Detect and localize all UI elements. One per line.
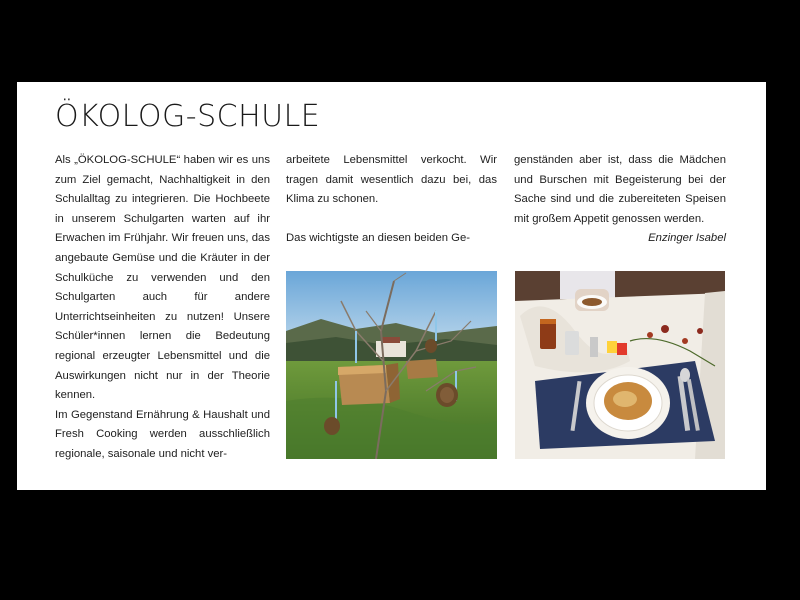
text-column-1 bbox=[55, 151, 270, 465]
text-column-3 bbox=[514, 151, 726, 249]
magazine-page bbox=[17, 82, 766, 490]
column3-paragraph1: genständen aber ist, dass die Mädchen und Burschen mit Begeisterung bei der Sache sind und die zubereiteten Speisen mit großem Appetit genossen werden. bbox=[514, 154, 726, 225]
column2-paragraph1: arbeitete Lebensmittel verkocht. Wir tragen damit wesentlich dazu bei, das Klima zu schonen. bbox=[286, 154, 497, 206]
table-setting-photo bbox=[515, 271, 725, 459]
author-byline: Enzinger Isabel bbox=[648, 232, 726, 245]
article-title: ÖKOLOG-SCHULE bbox=[55, 99, 321, 134]
column1-paragraph2: Im Gegenstand Ernährung & Haushalt und Fresh Cooking werden ausschließlich regionale, saisonale und nicht ver- bbox=[55, 408, 270, 460]
text-column-2 bbox=[286, 151, 497, 249]
column1-paragraph1: Als „ÖKOLOG-SCHULE“ haben wir es uns zum Ziel gemacht, Nachhaltigkeit in den Schulalltag zu integrieren. Die Hochbeete in unserem Schulgarten warten auf ihr Erwachen im Frühjahr. Wir freuen uns, das angebaute Gemüse und die Kräuter in der Schulküche zu verwenden und den Schulgarten auch für andere Unterrichtseinheiten zu nutzen! Unsere Schüler*innen lernen die Bedeutung regional erzeugter Lebensmittel und die Auswirkungen nicht nur in der Theorie kennen. bbox=[55, 154, 270, 402]
column2-paragraph2: Das wichtigste an diesen beiden Ge- bbox=[286, 232, 470, 245]
garden-photo bbox=[286, 271, 497, 459]
